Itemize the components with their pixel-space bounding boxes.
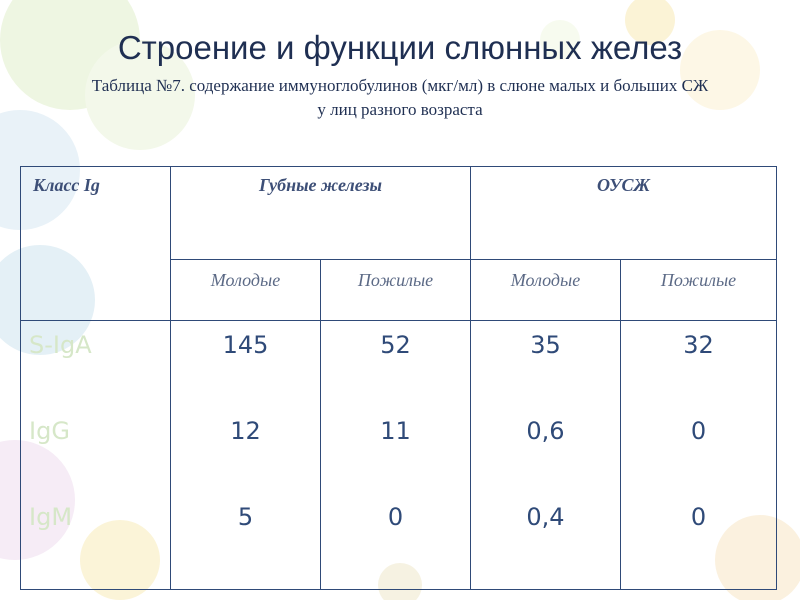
sub-header-cell — [321, 260, 471, 321]
value-column-cell — [321, 321, 471, 590]
corner-header-cell — [21, 167, 171, 321]
table-value: 0,6 — [526, 417, 565, 445]
table-value: 0 — [387, 503, 404, 531]
table-value: 52 — [380, 331, 411, 359]
table-value: 35 — [530, 331, 561, 359]
immunoglobulin-table — [20, 166, 777, 590]
table-value: 0 — [690, 503, 707, 531]
sub-header: Пожилые — [660, 270, 737, 290]
row-label: S-IgA — [29, 331, 92, 359]
table-value: 12 — [230, 417, 261, 445]
value-column-cell — [621, 321, 777, 590]
table-value: 145 — [222, 331, 269, 359]
page-title: Строение и функции слюнных желез — [117, 29, 683, 66]
table-caption: Таблица №7. содержание иммуноглобулинов (мкг/мл) в слюне малых и больших СЖ у лиц разного возраста — [91, 76, 709, 119]
table-value: 0,4 — [526, 503, 565, 531]
group-header-parotid: ОУСЖ — [597, 175, 651, 195]
sub-header-cell — [171, 260, 321, 321]
group-header-cell — [171, 167, 471, 260]
group-header-cell — [471, 167, 777, 260]
sub-header-cell — [621, 260, 777, 321]
table-value: 5 — [237, 503, 254, 531]
group-header-labial: Губные железы — [259, 175, 382, 195]
sub-header: Пожилые — [357, 270, 434, 290]
row-labels-cell — [21, 321, 171, 590]
corner-header: Класс Ig — [33, 175, 100, 195]
sub-header: Молодые — [510, 270, 581, 290]
row-label: IgM — [29, 503, 73, 531]
table-value: 32 — [683, 331, 714, 359]
sub-header: Молодые — [210, 270, 281, 290]
table-value: 11 — [380, 417, 411, 445]
value-column-cell — [171, 321, 321, 590]
sub-header-cell — [471, 260, 621, 321]
row-label: IgG — [29, 417, 70, 445]
value-column-cell — [471, 321, 621, 590]
table-value: 0 — [690, 417, 707, 445]
